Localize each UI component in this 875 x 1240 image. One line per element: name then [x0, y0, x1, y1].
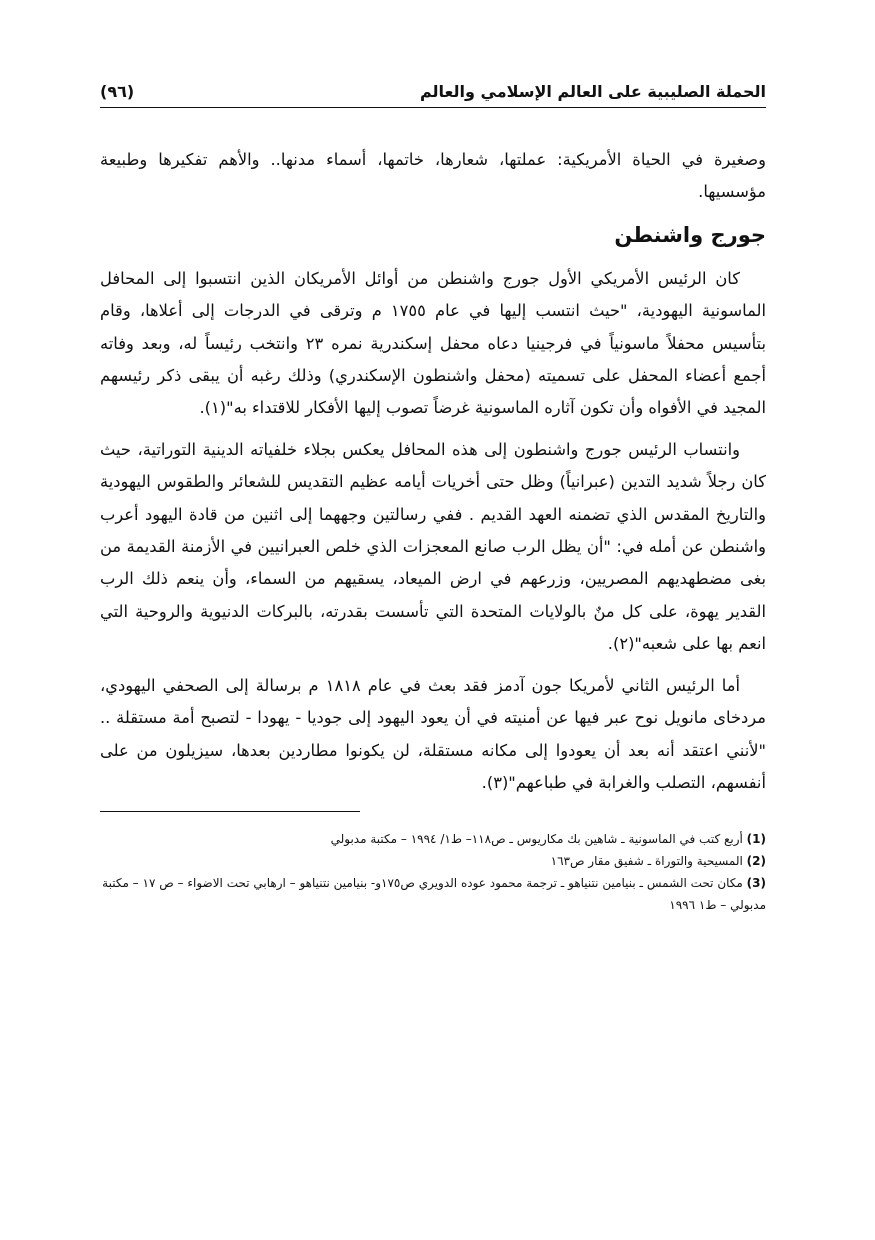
running-header — [100, 82, 766, 108]
intro-paragraph: وصغيرة في الحياة الأمريكية: عملتها، شعارها، خاتمها، أسماء مدنها.. والأهم تفكيرها وطبيعة مؤسسيها. — [100, 150, 766, 202]
footnote — [100, 872, 766, 916]
footnote — [100, 828, 766, 850]
body-paragraph: أما الرئيس الثاني لأمريكا جون آدمز فقد بعث في عام ١٨١٨ م برسالة إلى الصحفي اليهودي، مردخاى مانويل نوح عبر فيها عن أمنيته في أن يعود اليهود إلى جوديا - يهودا - لتصبح أمة مستقلة .. "لأنني اعتقد أنه بعد أن يعودوا إلى مكانه مستقلة، لن يكونوا مطاردين بعدها، سيزيلون من على أنفسهم، التصلب والغرابة في طباعهم"(٣). — [100, 675, 766, 792]
footnote-text: مكان تحت الشمس ـ بنيامين نتنياهو ـ ترجمة محمود عوده الدويري ص١٧٥و- بنيامين نتنياهو – ارهابي تحت الاضواء – ص ١٧ – مكتبة مدبولي – ط١ ١٩٩٦ — [102, 876, 766, 913]
footnote-text: أربع كتب في الماسونية ـ شاهين بك مكاريوس ـ ص١١٨– ط١/ ١٩٩٤ – مكتبة مدبولي — [330, 832, 743, 847]
document-page — [100, 82, 766, 916]
section-title: جورج واشنطن — [614, 222, 766, 247]
footnote-mark: (3) — [746, 876, 766, 891]
footnote-text: المسيحية والتوراة ـ شفيق مقار ص١٦٣ — [550, 854, 743, 869]
footnote-mark: (1) — [746, 832, 766, 847]
footnote-mark: (2) — [746, 854, 766, 869]
body-paragraph: وانتساب الرئيس جورج واشنطون إلى هذه المحافل يعكس بجلاء خلفياته الدينية التوراتية، حيث كان رجلاً شديد التدين (عبرانياً) وظل حتى أخريات أيامه عظيم التقديس للشعائر والطقوس اليهودية والتاريخ المقدس الذي تضمنه العهد القديم . ففي رسالتين وجههما إلى اثنين من قادة اليهود أعرب واشنطن عن أمله في: "أن يظل الرب صانع المعجزات الذي خلص العبرانيين في الأزمنة القديمة من بغى مضطهديهم المصريين، وزرعهم في ارض الميعاد، يسقيهم من السماء، وأن ينعم ذلك الرب القدير يهوة، على كل منٌ بالولايات المتحدة التي تأسست بقدرته، بالبركات الدنيوية والروحية التي انعم بها على شعبه"(٢). — [100, 439, 766, 654]
header-title: الحملة الصليبية على العالم الإسلامي والعالم — [419, 82, 766, 101]
footnote-divider — [100, 811, 360, 812]
footnote — [100, 850, 766, 872]
body-paragraph: كان الرئيس الأمريكي الأول جورج واشنطن من أوائل الأمريكان الذين انتسبوا إلى المحافل الماسونية اليهودية، "حيث انتسب إليها في عام ١٧٥٥ م وترقى في الدرجات إلى أعلاها، وقام بتأسيس محفلاً ماسونياً في فرجينيا دعاه محفل إسكندرية نمره ٢٣ وانتخب رئيساً له، وبعد وفاته أجمع أعضاء المحفل على تسميته (محفل واشنطون الإسكندري) وذلك رغبه أن يبقى ذكر رئيسهم المجيد في الأفواه وأن تكون آثاره الماسونية غرضاً تصوب إليها الأفكار للاقتداء به"(١). — [100, 268, 766, 418]
page-number: (٩٦) — [100, 82, 135, 101]
footnotes — [100, 828, 766, 916]
